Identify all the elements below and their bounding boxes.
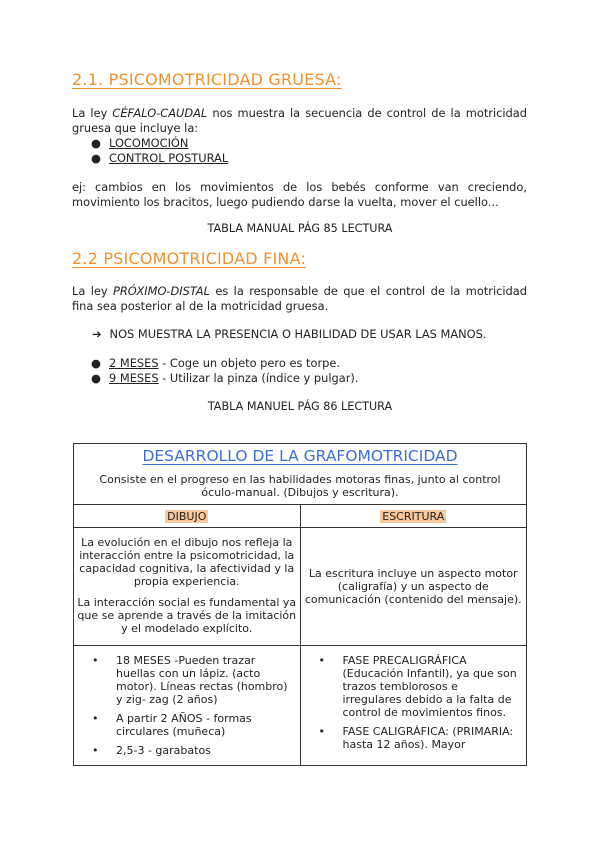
dibujo-paragraph: La interacción social es fundamental ya que se aprende a través de la imitación y el modelado explícito. — [77, 596, 297, 635]
escritura-stages-cell — [300, 646, 527, 766]
column-header-escritura — [300, 505, 527, 528]
bullet-icon: ● — [91, 136, 101, 150]
table-row — [74, 646, 527, 766]
milestone-age: 2 MESES — [109, 356, 159, 370]
dibujo-description-cell — [74, 528, 301, 646]
bullet-icon: ● — [91, 151, 101, 165]
grafomotricidad-table — [73, 443, 527, 766]
gruesa-example: ej: cambios en los movimientos de los bebés conforme van creciendo, movimiento los bracitos, luego pudiendo darse la vuelta, mover el cuello... — [72, 180, 527, 209]
gruesa-intro — [72, 106, 527, 136]
dibujo-paragraph: La evolución en el dibujo nos refleja la interacción entre la psicomotricidad, la capacidad cognitiva, la afectividad y la propia experiencia. — [79, 536, 295, 588]
gruesa-intro-after: nos muestra la secuencia de control de la motricidad gruesa que incluye la: — [72, 106, 527, 135]
arrow-statement — [92, 327, 486, 341]
fina-intro-after: es la responsable de que el control de la motricidad fina sea posterior al de la motricidad gruesa. — [72, 284, 527, 313]
milestone-desc: - Coge un objeto pero es torpe. — [158, 356, 340, 370]
table-row — [74, 528, 527, 646]
fina-intro-before: La ley — [72, 284, 114, 298]
list-item: • 2,5-3 - garabatos — [104, 744, 292, 757]
table-row — [74, 505, 527, 528]
escritura-paragraph: La escritura incluye un aspecto motor (caligrafía) y un aspecto de comunicación (contenido del mensaje). — [304, 567, 522, 606]
list-item: • FASE PRECALIGRÁFICA (Educación Infantil), ya que son trazos temblorosos e irregulares debido a la falta de control de movimientos finos. — [331, 654, 519, 719]
list-item — [92, 151, 228, 166]
arrow-right-icon: ➔ — [92, 327, 102, 341]
table-reference-85: TABLA MANUAL PÁG 85 LECTURA — [207, 222, 393, 235]
section-title-gruesa: 2.1. PSICOMOTRICIDAD GRUESA: — [72, 70, 342, 89]
column-header-dibujo — [74, 505, 301, 528]
table-reference-86: TABLA MANUEL PÁG 86 LECTURA — [207, 400, 393, 413]
bullet-icon: ● — [91, 356, 101, 370]
milestone-desc: - Utilizar la pinza (índice y pulgar). — [158, 371, 359, 385]
law-cefalo-caudal: CÉFALO-CAUDAL — [112, 106, 208, 120]
fina-intro — [72, 284, 527, 314]
table-row — [74, 444, 527, 505]
bullet-locomocion: LOCOMOCIÓN — [109, 136, 189, 150]
table-title: DESARROLLO DE LA GRAFOMOTRICIDAD — [142, 447, 458, 465]
arrow-statement-text: NOS MUESTRA LA PRESENCIA O HABILIDAD DE USAR LAS MANOS. — [109, 327, 487, 341]
list-item: • FASE CALIGRÁFICA: (PRIMARIA: hasta 12 años). Mayor — [331, 725, 519, 751]
list-item — [92, 371, 358, 386]
table-title-cell — [74, 444, 527, 505]
list-item — [92, 356, 340, 371]
header-dibujo-label: DIBUJO — [167, 509, 207, 523]
escritura-description-cell — [300, 528, 527, 646]
bullet-control-postural: CONTROL POSTURAL — [109, 151, 229, 165]
list-item: • A partir 2 AÑOS - formas circulares (muñeca) — [104, 712, 292, 738]
escritura-stages-list — [301, 646, 527, 759]
list-item: • 18 MESES -Pueden trazar huellas con un lápiz. (acto motor). Líneas rectas (hombro) y zig- zag (2 años) — [104, 654, 292, 706]
header-escritura-label: ESCRITURA — [382, 509, 445, 523]
bullet-icon: ● — [91, 371, 101, 385]
table-subtitle: Consiste en el progreso en las habilidades motoras finas, junto al control óculo-manual. (Dibujos y escritura). — [99, 473, 501, 499]
law-proximo-distal: PRÓXIMO-DISTAL — [113, 284, 210, 298]
list-item — [92, 136, 188, 151]
gruesa-intro-before: La ley — [72, 106, 113, 120]
section-title-fina: 2.2 PSICOMOTRICIDAD FINA: — [72, 249, 307, 268]
dibujo-stages-cell — [74, 646, 301, 766]
milestone-age: 9 MESES — [109, 371, 159, 385]
dibujo-stages-list — [74, 646, 300, 765]
